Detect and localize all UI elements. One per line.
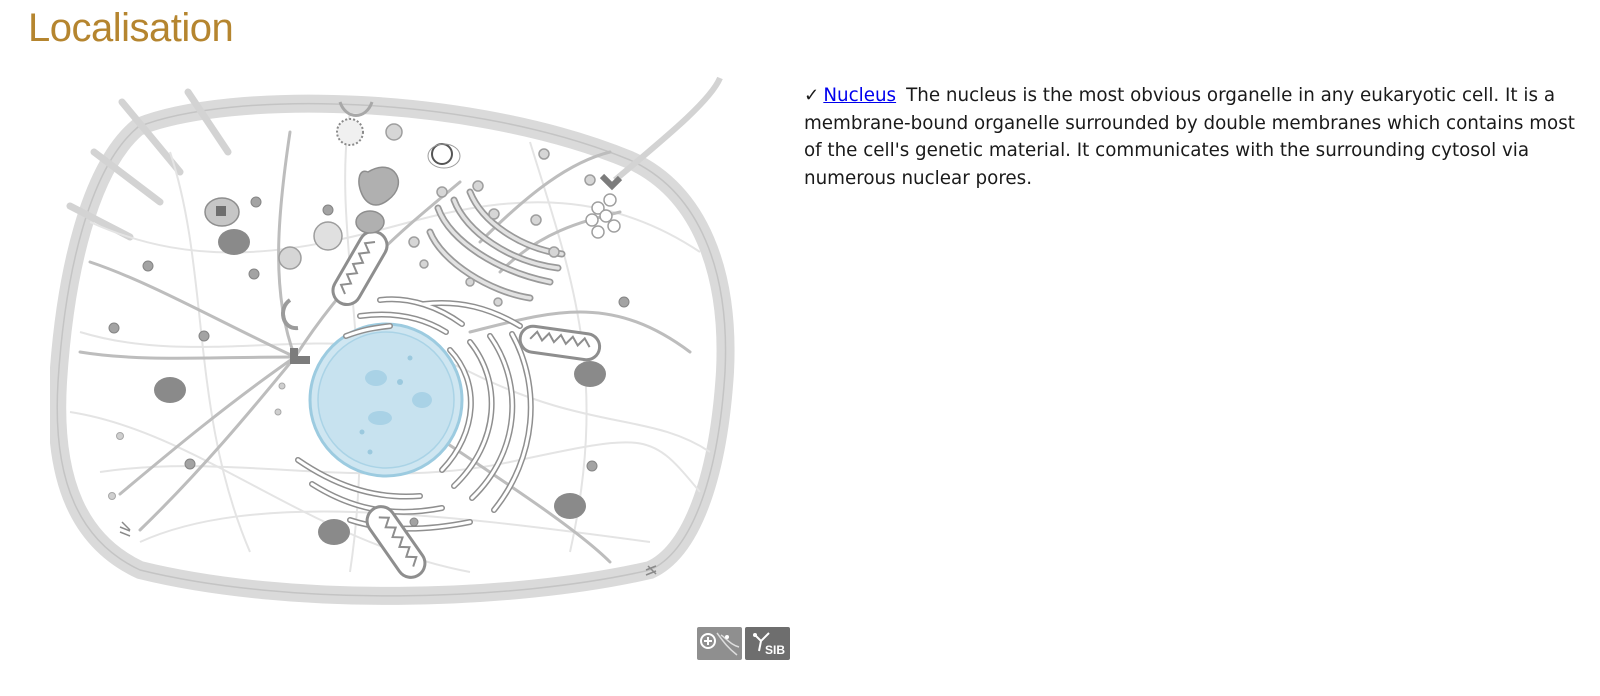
sib-icon[interactable]: [745, 627, 790, 660]
page-title: Localisation: [28, 6, 234, 50]
nucleus: [310, 324, 462, 476]
footer-logos: [697, 627, 790, 660]
cell-illustration: [50, 72, 750, 612]
nucleus-link[interactable]: Nucleus: [823, 85, 897, 106]
nucleus-description: The nucleus is the most obvious organelle in any eukaryotic cell. It is a membrane-bound organelle surrounded by double membranes which contains most of the cell's genetic material. It communicates with the surrounding cytosol via numerous nuclear pores.: [804, 85, 1575, 189]
swissbiopics-icon[interactable]: [697, 627, 742, 660]
sib-logo-label: SIB: [764, 643, 785, 657]
check-mark-icon: ✓: [804, 85, 820, 106]
cell-diagram: [50, 72, 750, 612]
localisation-description: [804, 82, 1576, 192]
